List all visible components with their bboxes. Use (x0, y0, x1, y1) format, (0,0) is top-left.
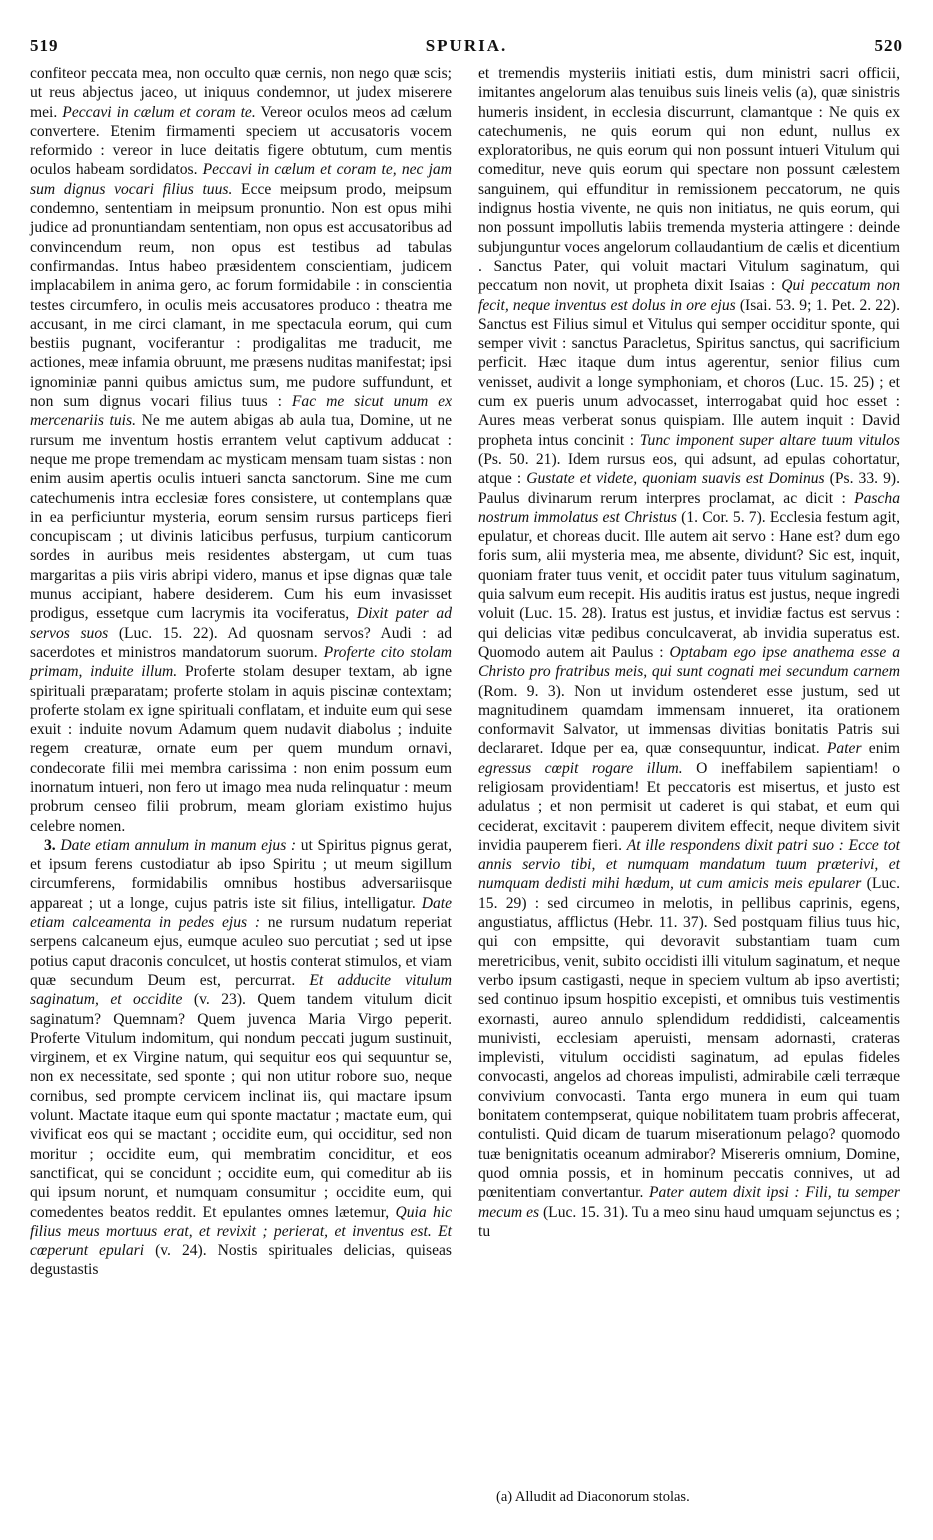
footnote: (a) Alludit ad Diaconorum stolas. (496, 1489, 690, 1505)
paragraph: confiteor peccata mea, non occulto quæ cernis, non nego quæ scis; ut reus abjectus jaceo, ut iniquus condemnor, ut judex miserere mei. Peccavi in cælum et coram te. Vereor oculos meos ad cælum convertere. Etenim firmamenti speciem ut accusatoris vocem reformido : vereor in luce deitatis figere obtutum, cum mentis oculos habeam sordidatos. Peccavi in cælum et coram te, nec jam sum dignus vocari filius tuus. Ecce meipsum prodo, meipsum condemno, sententiam in meipsum pronuntio. Non est opus mihi judice ad pronuntiandam sententiam, non opus est accusatoribus ad convincendum reum, non opus est testibus ad tabulas confirmandas. Intus habeo præsidentem conscientiam, judicem implacabilem in anima gero, ac forum formidabile : in conscientia testes circumfero, in oculis meis accusatores produco : theatra me accusant, in me circi clamant, in me spectacula eorum, qui cum bestiis pugnant, vociferantur : prodigalitas me traducit, me actiones, meæ infamia obruunt, me præsens nuditas manifestat; ipsi ignominiæ panni quibus amictus sum, me pudore suffundunt, et non sum dignus vocari filius tuus : Fac me sicut unum ex mercenariis tuis. Ne me autem abigas ab aula tua, Domine, ut ne rursum me inventum hostis errantem velut captivum adducat : neque me prope tremendam ac mysticam mensam tuam sistas : non enim ausim apertis oculis intueri sancta sanctorum. Sine me cum catechumenis intra ecclesiæ fores consistere, ut contemplans quæ in ea perficiuntur mysteria, eorum sensim rursus particeps fieri concupiscam ; ut divinis laticibus perfusus, turpium canticorum sordes in auribus meis residentes abstergam, ut cum tuas margaritas a piis viris abripi videro, manus et ipse dignas quæ tale munus accipiant, habere desiderem. Cum his eum invasisset prodigus, essetque cum lacrymis ita vociferatus, Dixit pater ad servos suos (Luc. 15. 22). Ad quosnam servos? Audi : ad sacerdotes et ministros mandatorum suorum. Proferte cito stolam primam, induite illum. Proferte stolam desuper textam, ab igne spirituali præparatam; proferte stolam in aquis piscinæ contextam; proferte stolam ex igne spirituali conflatam, et induite eum qui sese exuit : induite novum Adamum quem nudavit diabolus ; induite regem creaturæ, ornate eum per quem mundum ornavi, condecorate filii mei membra carissima : non enim possum eum inornatum intueri, non fero ut imago mea nuda relinquatur : meum probrum censeo filii probrum, meam gloriam existimo hujus celebre nomen. (30, 65, 453, 835)
running-header (30, 36, 903, 58)
running-title: SPURIA. (425, 36, 508, 55)
left-page-number: 519 (30, 36, 59, 55)
paragraph: et tremendis mysteriis initiati estis, dum ministri sacri officii, imitantes angelorum alas tenuibus suis lineis velis (a), quæ sinistris humeris insident, in ecclesia discurrunt, clamantque : Ne quis ex catechumenis, ne quis eorum qui non edunt, nullus ex exploratoribus, ne quis eorum qui non possunt intueri Vitulum qui comeditur, neve quis eorum qui spectare non possunt cælestem sanguinem, qui effunditur in remissionem peccatorum, ne quis indignus hostia vivente, ne quis non initiatus, ne quis eorum, qui non possunt impollutis labiis tremenda mysteria attingere : deinde subjunguntur voces angelorum collaudantium de cælis et dicentium . Sanctus Pater, qui voluit mactari Vitulum saginatum, qui peccatum non novit, ut propheta dixit Isaias : Qui peccatum non fecit, neque inventus est dolus in ore ejus (Isai. 53. 9; 1. Pet. 2. 22). Sanctus est Filius simul et Vitulus qui semper occiditur sponte, qui semper vivit : sanctus Paracletus, Spiritus sanctus, qui sacrificium perficit. Hæc itaque dum intus agerentur, senior filius cum venisset, audivit a longe symphoniam, et choros (Luc. 15. 25) ; et cum ex pueris unum advocasset, interrogabat quid hoc esset : Aures meas verberat sonus quispiam. Ille autem inquit : David propheta intus concinit : Tunc imponent super altare tuum vitulos (Ps. 50. 21). Idem rursus eos, qui adsunt, ad epulas cohortatur, atque : Gustate et videte, quoniam suavis est Dominus (Ps. 33. 9). Paulus divinarum rerum interpres proclamat, ac dicit : Pascha nostrum immolatus est Christus (1. Cor. 5. 7). Ecclesia festum agit, epulatur, et choreas ducit. Ille autem ait servo : Hane est? dum ego foris sum, alii mysteria mea, me absente, dividunt? Sic est, inquit, quoniam frater tuus venit, et occidit pater tuus vitulum saginatum, quia salvum eum recepit. His auditis iratus est justus, neque ingredi voluit (Luc. 15. 28). Iratus est justus, et invidiæ factus est servus : qui delicias vitæ pedibus conculcaverat, ab invidia superatus est. Quomodo autem ait Paulus : Optabam ego ipse anathema esse a Christo pro fratribus meis, qui sunt cognati mei secundum carnem (Rom. 9. 3). Non ut invidum ostenderet esse justum, sed ut magnitudinem quamdam immensam innueret, ita orationem conformavit Salvator, ut immensas divitias bonitatis Patris sui declararet. Idque per ea, quæ consequuntur, indicat. Pater enim egressus cœpit rogare illum. O ineffabilem sapientiam! o religiosam providentiam! Et peccatoris est misertus, et justo est adulatus ; et non permisit ut caderet is qui stabat, et eum qui ceciderat, excitavit : pauperem divitem effecit, neque divitem sivit invidia pauperem fieri. At ille respondens dixit patri suo : Ecce tot annis servio tibi, et numquam mandatum tuum præterivi, et numquam dedisti mihi hædum, ut cum amicis meis epularer (Luc. 15. 29) : sed circumeo in melotis, in pellibus caprinis, egens, angustiatus, afflictus (Hebr. 11. 37). Sed postquam filius tuus hic, qui con empsitte, qui devoravit substantiam tuam cum meretricibus, venit, subito occidisti illi vitulum saginatum, et neque verbo ipsum castigasti, neque in speciem vultum ab ipso avertisti; sed continuo ipsum hospitio excepisti, et omnibus tuis vestimentis exornasti, aureo annulo splendidum reddidisti, calceamentis munivisti, ecclesiam aperuisti, mensam adornasti, crateras implevisti, vitulum occidisti saginatum, ad epulas fideles convocasti, angelos ad choreas impulisti, admirabile cæli terræque convivium convocasti. Tanta ergo munera in eum qui tuam bonitatem contempserat, quique nobilitatem tuam probris affecerat, contulisti. Quid dicam de tuarum miserationum pelago? quomodo tuæ benignitatis oceanum admirabor? Misereris omnium, Domine, quod omnia possis, et in hominum peccatis connives, ut ad pœnitentiam convertantur. Pater autem dixit ipsi : Fili, tu semper mecum es (Luc. 15. 31). Tu a meo sinu haud umquam sejunctus es ; tu (478, 65, 901, 1240)
paragraph: 3. Date etiam annulum in manum ejus : ut Spiritus pignus gerat, et ipsum ferens custodiatur ab ipso Spiritu ; ut meum sigillum circumferens, formidabilis omnibus hostibus adversariisque appareat ; ut a longe, cujus patris iste sit filius, intelligatur. Date etiam calceamenta in pedes ejus : ne rursum nudatum reperiat serpens calcaneum ejus, eumque aculeo suo percutiat ; sed ut ipse potius caput draconis conculcet, ut hostis conterat stimulos, et viam quæ secundum Deum est, percurrat. Et adducite vitulum saginatum, et occidite (v. 23). Quem tandem vitulum dicit saginatum? Quemnam? Quem juvenca Maria Virgo peperit. Proferte Vitulum indomitum, qui nondum peccati jugum sustinuit, virginem, et ex Virgine natum, qui sequitur eos qui sequuntur se, non ex necessitate, sed sponte ; qui non utitur robore suo, neque cornibus, sed prompte cervicem inclinat iis, qui mactare ipsum volunt. Mactate itaque eum qui sponte mactatur ; mactate eum, qui vivificat eos qui se mactant ; occidite eum, qui occiditur, sed non moritur ; occidite eum, qui membratim conciditur, et eos sanctificat, qui se concidunt ; occidite eum, qui comeditur ab iis qui ipsum norunt, et numquam consumitur ; occidite eum, qui comedentes beatos reddit. Et epulantes omnes lætemur, Quia hic filius meus mortuus erat, et revixit ; perierat, et inventus est. Et cœperunt epulari (v. 24). Nostis spirituales delicias, quiseas degustastis (30, 836, 453, 1279)
right-page-number: 520 (874, 36, 903, 55)
right-column (478, 64, 900, 1241)
left-column (30, 64, 452, 1280)
